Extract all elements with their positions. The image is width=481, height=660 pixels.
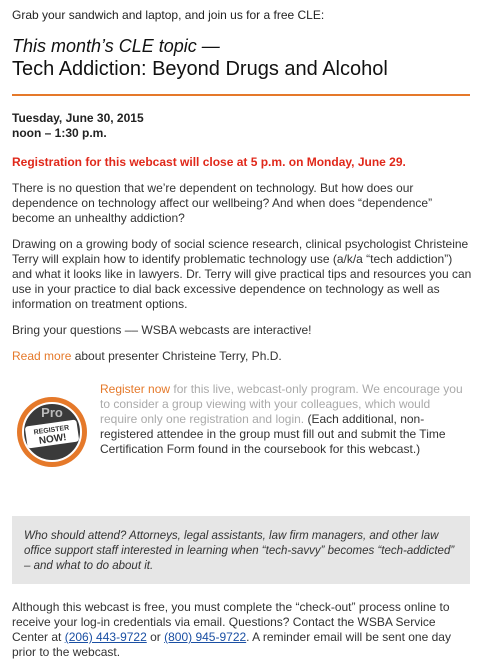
badge-line2-text: NOW!: [38, 432, 68, 447]
phone-link-206[interactable]: (206) 443-9722: [64, 630, 147, 644]
event-date: Tuesday, June 30, 2015: [12, 111, 144, 125]
footer-or: or: [146, 630, 165, 644]
read-more-text: about presenter Christeine Terry, Ph.D.: [71, 349, 282, 363]
event-datetime: [12, 111, 474, 141]
topic-label: This month’s CLE topic —: [12, 36, 220, 56]
register-text-faded: for this live, webcast-only program. We encourage you to consider a group viewing with your colleagues, which would require only one registration and login.: [100, 382, 463, 426]
intro-text: Grab your sandwich and laptop, and join us for a free CLE:: [12, 8, 325, 22]
register-now-badge-icon[interactable]: [16, 396, 88, 468]
event-time: noon – 1:30 p.m.: [12, 126, 107, 140]
description-paragraph: Drawing on a growing body of social science research, clinical psychologist Christeine Terry will explain how to identify problematic technology use (a/k/a “tech addiction”) and what it looks like in lawyers. Dr. Terry will give practical tips and resources you can use in your practice to dial back excessive dependence on technology as well as information on treatment options.: [12, 237, 472, 311]
register-now-link[interactable]: Register now: [100, 382, 171, 396]
orange-divider: [12, 94, 470, 96]
register-section: [12, 382, 474, 512]
badge-line1-text: REGISTER: [33, 424, 70, 437]
register-text-rest: (Each additional, non-registered attendee in the group must fill out and submit the Time Certification Form found in the coursebook for this webcast.): [100, 412, 446, 456]
phone-link-800[interactable]: (800) 945-9722: [164, 630, 247, 644]
who-should-attend-box: [12, 516, 470, 584]
registration-deadline: Registration for this webcast will close at 5 p.m. on Monday, June 29.: [12, 155, 406, 169]
footer-paragraph: [12, 600, 474, 660]
who-should-attend-text: Who should attend? Attorneys, legal assistants, law firm managers, and other law office support staff interested in learning when “tech-savvy” becomes “tech-addicted” – and what to do about it.: [24, 530, 455, 572]
intro-paragraph: There is no question that we’re dependent on technology. But how does our dependence on technology affect our wellbeing? And when does “dependence” become an unhealthy addiction?: [12, 181, 433, 225]
questions-paragraph: Bring your questions –– WSBA webcasts are interactive!: [12, 323, 312, 337]
badge-top-text: Pro: [41, 405, 63, 420]
page-title: Tech Addiction: Beyond Drugs and Alcohol: [12, 58, 388, 80]
email-content: [12, 0, 474, 660]
read-more-link[interactable]: Read more: [12, 349, 72, 363]
footer-text-1: Although this webcast is free, you must complete the “check-out” process online to receive your log-in credentials via email. Questions? Contact the WSBA Service Center at: [12, 600, 450, 644]
register-text: [100, 382, 470, 457]
read-more-paragraph: [12, 349, 474, 364]
footer-text-2: . A reminder email will be sent one day prior to the webcast.: [12, 630, 451, 659]
